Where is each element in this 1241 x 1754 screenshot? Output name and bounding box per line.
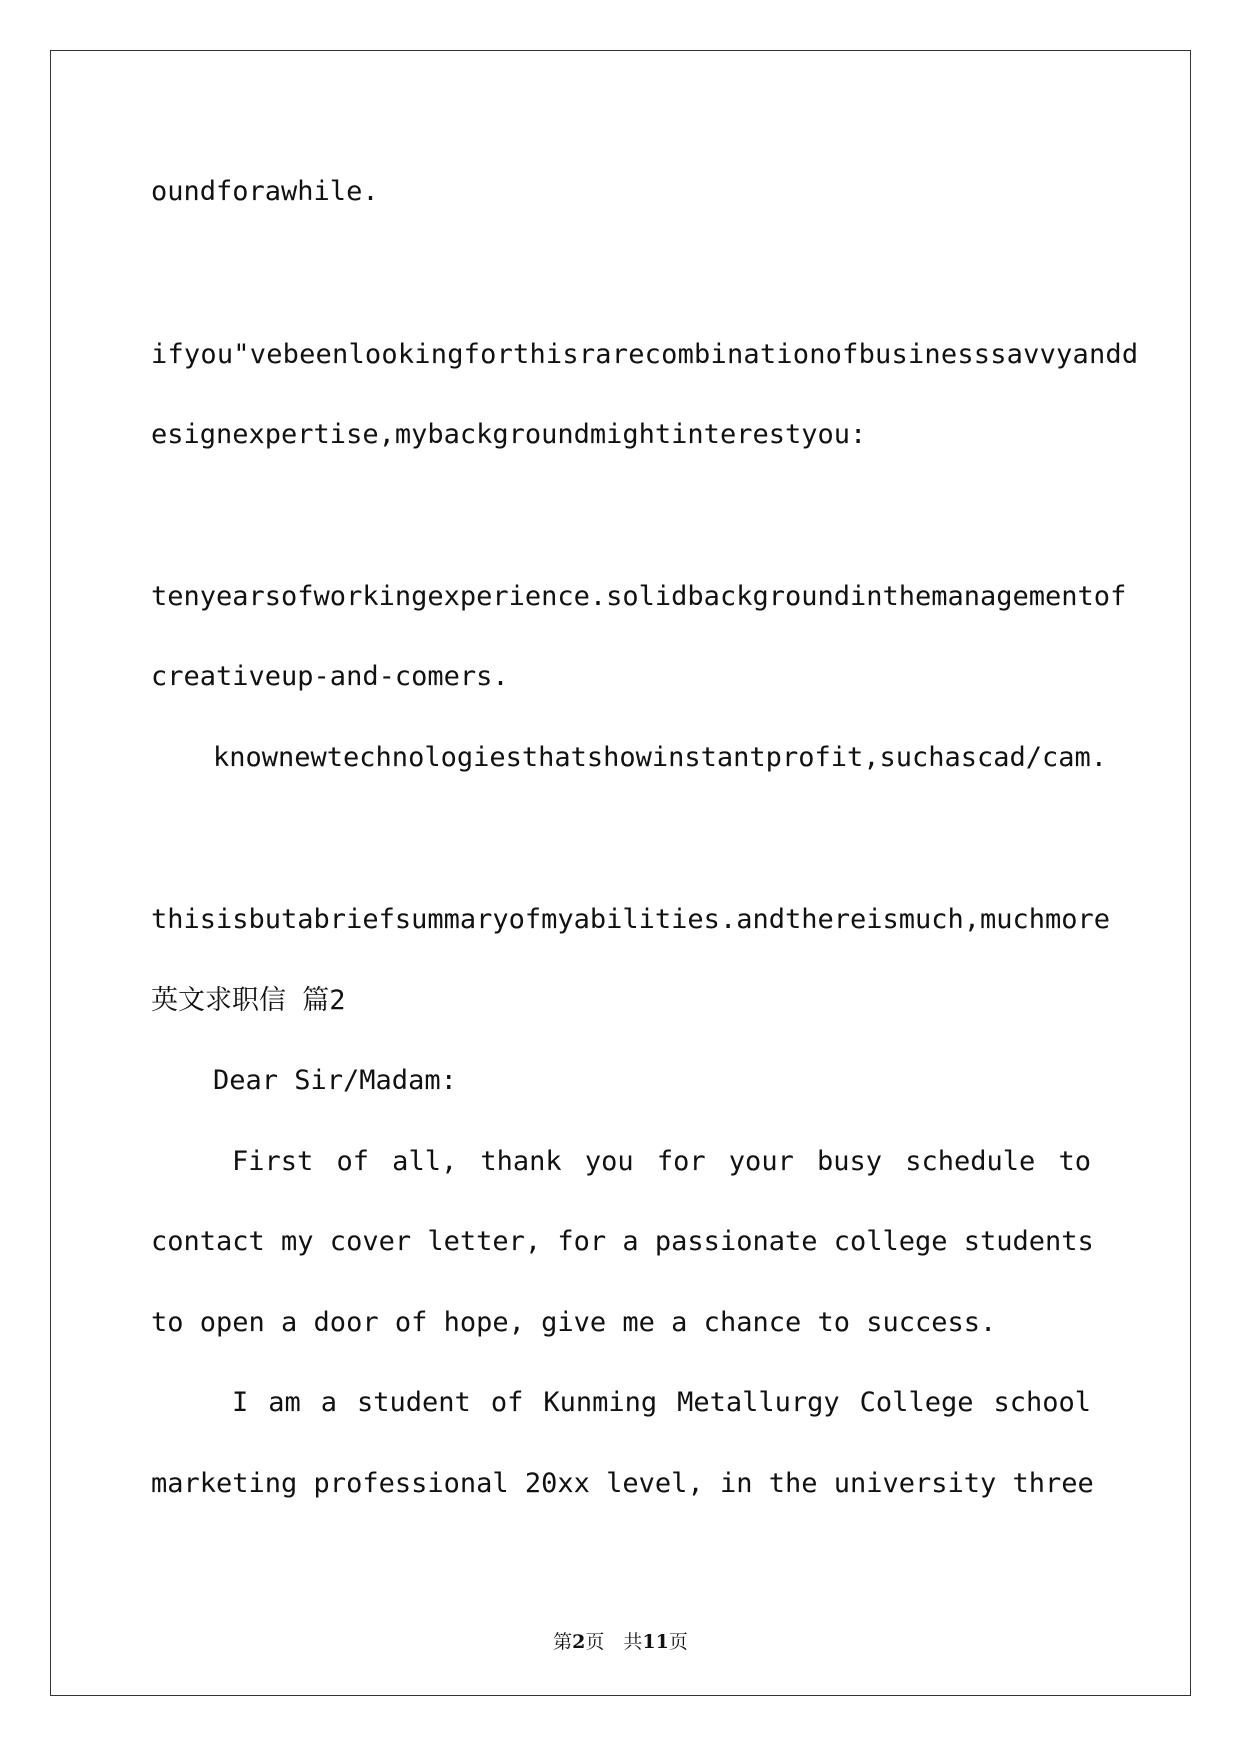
text-line: thisisbutabriefsummaryofmyabilities.andthereismuch,muchmore [151, 904, 1111, 935]
total-suffix: 页 [668, 1631, 688, 1653]
text-line: oundforawhile. [151, 176, 379, 207]
text-line: First of all, thank you for your busy schedule to [232, 1146, 1091, 1177]
text-line: contact my cover letter, for a passionate college students [151, 1226, 1094, 1257]
section-heading: 英文求职信 篇2 [151, 985, 346, 1016]
page-number: 2 [572, 1631, 586, 1653]
text-line: ifyou"vebeenlookingforthisrarecombinationofbusinesssavvyandd [151, 339, 1139, 370]
page-suffix: 页 [585, 1631, 605, 1653]
total-prefix: 共 [623, 1631, 643, 1653]
page-prefix: 第 [553, 1631, 573, 1653]
text-line: marketing professional 20xx level, in the university three [151, 1468, 1094, 1499]
text-line: esignexpertise,mybackgroundmightinterestyou: [151, 419, 867, 450]
text-line: creativeup-and-comers. [151, 661, 509, 692]
page-border [50, 50, 1191, 1696]
text-line: tenyearsofworkingexperience.solidbackgroundinthemanagementof [151, 581, 1127, 612]
total-pages: 11 [642, 1631, 669, 1653]
page-footer [0, 1628, 1241, 1656]
text-line: knownewtechnologiesthatshowinstantprofit,suchascad/cam. [213, 742, 1108, 773]
text-line: to open a door of hope, give me a chance to success. [151, 1307, 997, 1338]
salutation: Dear Sir/Madam: [213, 1065, 457, 1096]
text-line: I am a student of Kunming Metallurgy College school [232, 1387, 1091, 1418]
